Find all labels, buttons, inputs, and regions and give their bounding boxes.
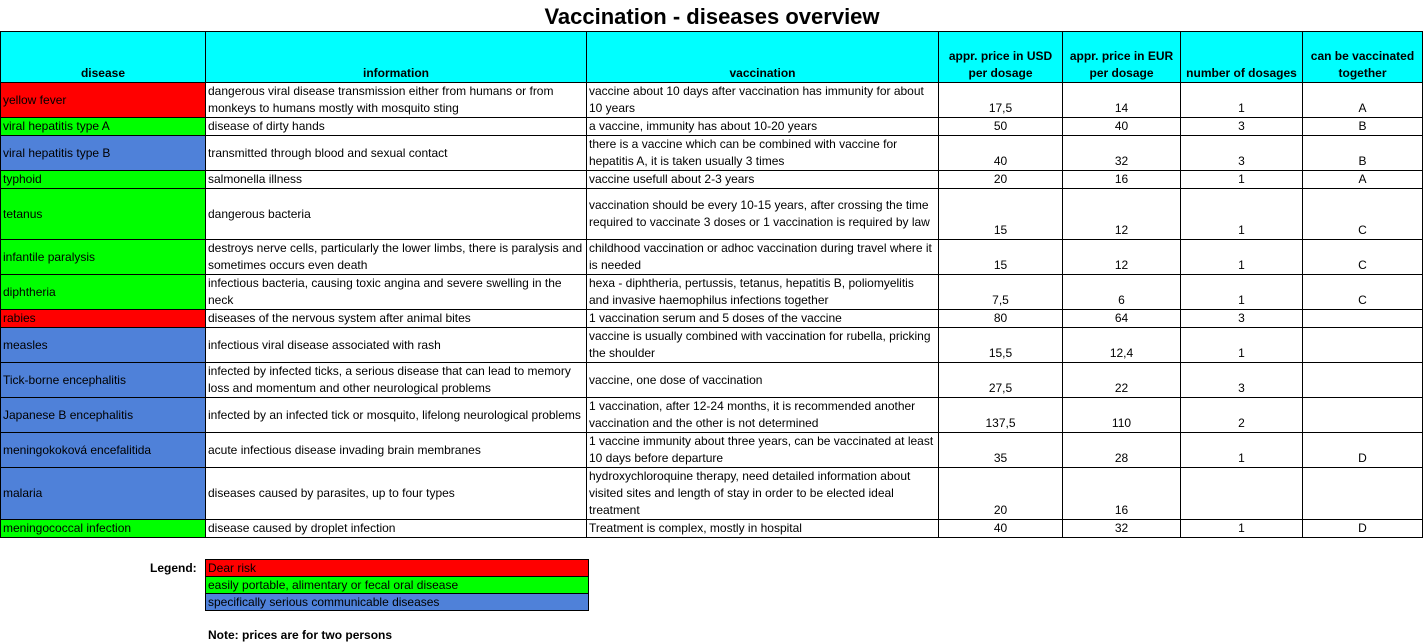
price-usd-cell: 27,5 <box>939 363 1063 398</box>
together-group-cell <box>1303 468 1423 520</box>
disease-cell: infantile paralysis <box>1 240 206 275</box>
price-eur-cell: 6 <box>1063 275 1181 310</box>
information-cell: transmitted through blood and sexual contact <box>206 136 587 171</box>
price-eur-cell: 14 <box>1063 83 1181 118</box>
together-group-cell: C <box>1303 275 1423 310</box>
table-row <box>1 275 1423 310</box>
dosages-cell: 1 <box>1181 520 1303 538</box>
vaccination-cell: 1 vaccine immunity about three years, can be vaccinated at least 10 days before departure <box>587 433 939 468</box>
dosages-cell: 3 <box>1181 363 1303 398</box>
table-row <box>1 468 1423 520</box>
vaccination-cell: vaccine about 10 days after vaccination has immunity for about 10 years <box>587 83 939 118</box>
price-usd-cell: 35 <box>939 433 1063 468</box>
information-cell: diseases caused by parasites, up to four types <box>206 468 587 520</box>
together-group-cell: D <box>1303 520 1423 538</box>
disease-cell: rabies <box>1 310 206 328</box>
information-cell: destroys nerve cells, particularly the lower limbs, there is paralysis and sometimes occurs even death <box>206 240 587 275</box>
disease-cell: yellow fever <box>1 83 206 118</box>
together-group-cell <box>1303 398 1423 433</box>
header-vaccination: vaccination <box>587 32 939 83</box>
dosages-cell: 3 <box>1181 310 1303 328</box>
vaccination-cell: hexa - diphtheria, pertussis, tetanus, hepatitis B, poliomyelitis and invasive haemophilus infections together <box>587 275 939 310</box>
price-eur-cell: 32 <box>1063 136 1181 171</box>
header-price-usd: appr. price in USD per dosage <box>939 32 1063 83</box>
page-title: Vaccination - diseases overview <box>544 4 880 29</box>
disease-cell: viral hepatitis type B <box>1 136 206 171</box>
legend-item-serious: specifically serious communicable diseases <box>206 594 589 611</box>
together-group-cell: C <box>1303 189 1423 240</box>
price-eur-cell: 12 <box>1063 189 1181 240</box>
disease-cell: viral hepatitis type A <box>1 118 206 136</box>
price-usd-cell: 137,5 <box>939 398 1063 433</box>
disease-cell: typhoid <box>1 171 206 189</box>
price-usd-cell: 50 <box>939 118 1063 136</box>
together-group-cell <box>1303 328 1423 363</box>
header-price-eur: appr. price in EUR per dosage <box>1063 32 1181 83</box>
table-row <box>1 398 1423 433</box>
header-together: can be vaccinated together <box>1303 32 1423 83</box>
information-cell: diseases of the nervous system after animal bites <box>206 310 587 328</box>
price-eur-cell: 28 <box>1063 433 1181 468</box>
price-usd-cell: 40 <box>939 520 1063 538</box>
header-dosages: number of dosages <box>1181 32 1303 83</box>
price-eur-cell: 12 <box>1063 240 1181 275</box>
table-row <box>1 171 1423 189</box>
vaccination-cell: vaccine is usually combined with vaccination for rubella, pricking the shoulder <box>587 328 939 363</box>
legend-item-portable: easily portable, alimentary or fecal oral disease <box>206 577 589 594</box>
together-group-cell: A <box>1303 171 1423 189</box>
vaccination-table <box>0 31 1423 538</box>
disease-cell: meningokoková encefalitida <box>1 433 206 468</box>
price-usd-cell: 80 <box>939 310 1063 328</box>
information-cell: salmonella illness <box>206 171 587 189</box>
information-cell: disease of dirty hands <box>206 118 587 136</box>
together-group-cell: C <box>1303 240 1423 275</box>
disease-cell: Tick-borne encephalitis <box>1 363 206 398</box>
price-eur-cell: 110 <box>1063 398 1181 433</box>
vaccination-cell: there is a vaccine which can be combined with vaccine for hepatitis A, it is taken usually 3 times <box>587 136 939 171</box>
price-note: Note: prices are for two persons <box>208 628 393 642</box>
vaccination-cell: Treatment is complex, mostly in hospital <box>587 520 939 538</box>
information-cell: infectious bacteria, causing toxic angina and severe swelling in the neck <box>206 275 587 310</box>
disease-cell: tetanus <box>1 189 206 240</box>
price-eur-cell: 64 <box>1063 310 1181 328</box>
table-row <box>1 363 1423 398</box>
price-eur-cell: 22 <box>1063 363 1181 398</box>
disease-cell: malaria <box>1 468 206 520</box>
table-row <box>1 310 1423 328</box>
together-group-cell: D <box>1303 433 1423 468</box>
information-cell: infectious viral disease associated with rash <box>206 328 587 363</box>
vaccination-cell: vaccine, one dose of vaccination <box>587 363 939 398</box>
information-cell: acute infectious disease invading brain membranes <box>206 433 587 468</box>
price-usd-cell: 17,5 <box>939 83 1063 118</box>
dosages-cell: 3 <box>1181 118 1303 136</box>
price-usd-cell: 7,5 <box>939 275 1063 310</box>
header-disease: disease <box>1 32 206 83</box>
dosages-cell: 1 <box>1181 240 1303 275</box>
price-usd-cell: 15 <box>939 240 1063 275</box>
disease-cell: measles <box>1 328 206 363</box>
disease-cell: meningococcal infection <box>1 520 206 538</box>
table-row <box>1 83 1423 118</box>
disease-cell: diphtheria <box>1 275 206 310</box>
header-row <box>1 32 1423 83</box>
price-eur-cell: 40 <box>1063 118 1181 136</box>
together-group-cell: B <box>1303 136 1423 171</box>
vaccination-cell: 1 vaccination, after 12-24 months, it is recommended another vaccination and the other is not determined <box>587 398 939 433</box>
information-cell: infected by an infected tick or mosquito, lifelong neurological problems <box>206 398 587 433</box>
vaccination-cell: vaccination should be every 10-15 years, after crossing the time required to vaccinate 3 doses or 1 vaccination is required by law <box>587 189 939 240</box>
dosages-cell <box>1181 468 1303 520</box>
dosages-cell: 1 <box>1181 171 1303 189</box>
table-row <box>1 433 1423 468</box>
information-cell: disease caused by droplet infection <box>206 520 587 538</box>
table-row <box>1 189 1423 240</box>
price-usd-cell: 15,5 <box>939 328 1063 363</box>
price-usd-cell: 20 <box>939 468 1063 520</box>
vaccination-cell: 1 vaccination serum and 5 doses of the vaccine <box>587 310 939 328</box>
together-group-cell <box>1303 310 1423 328</box>
dosages-cell: 1 <box>1181 328 1303 363</box>
together-group-cell: A <box>1303 83 1423 118</box>
price-usd-cell: 20 <box>939 171 1063 189</box>
vaccination-cell: childhood vaccination or adhoc vaccination during travel where it is needed <box>587 240 939 275</box>
header-information: information <box>206 32 587 83</box>
price-eur-cell: 12,4 <box>1063 328 1181 363</box>
vaccination-cell: a vaccine, immunity has about 10-20 years <box>587 118 939 136</box>
dosages-cell: 3 <box>1181 136 1303 171</box>
together-group-cell <box>1303 363 1423 398</box>
vaccination-cell: hydroxychloroquine therapy, need detailed information about visited sites and length of stay in order to be elected ideal treatment <box>587 468 939 520</box>
disease-cell: Japanese B encephalitis <box>1 398 206 433</box>
table-row <box>1 118 1423 136</box>
dosages-cell: 1 <box>1181 433 1303 468</box>
legend-label: Legend: <box>150 561 197 575</box>
table-row <box>1 136 1423 171</box>
price-eur-cell: 16 <box>1063 468 1181 520</box>
legend <box>205 559 589 611</box>
price-usd-cell: 40 <box>939 136 1063 171</box>
vaccination-cell: vaccine usefull about 2-3 years <box>587 171 939 189</box>
dosages-cell: 1 <box>1181 83 1303 118</box>
table-row <box>1 328 1423 363</box>
table-row <box>1 520 1423 538</box>
dosages-cell: 1 <box>1181 189 1303 240</box>
information-cell: infected by infected ticks, a serious disease that can lead to memory loss and momentum and other neurological problems <box>206 363 587 398</box>
price-eur-cell: 16 <box>1063 171 1181 189</box>
dosages-cell: 1 <box>1181 275 1303 310</box>
together-group-cell: B <box>1303 118 1423 136</box>
information-cell: dangerous viral disease transmission either from humans or from monkeys to humans mostly with mosquito sting <box>206 83 587 118</box>
price-eur-cell: 32 <box>1063 520 1181 538</box>
dosages-cell: 2 <box>1181 398 1303 433</box>
information-cell: dangerous bacteria <box>206 189 587 240</box>
price-usd-cell: 15 <box>939 189 1063 240</box>
table-row <box>1 240 1423 275</box>
legend-item-dear-risk: Dear risk <box>206 560 589 577</box>
